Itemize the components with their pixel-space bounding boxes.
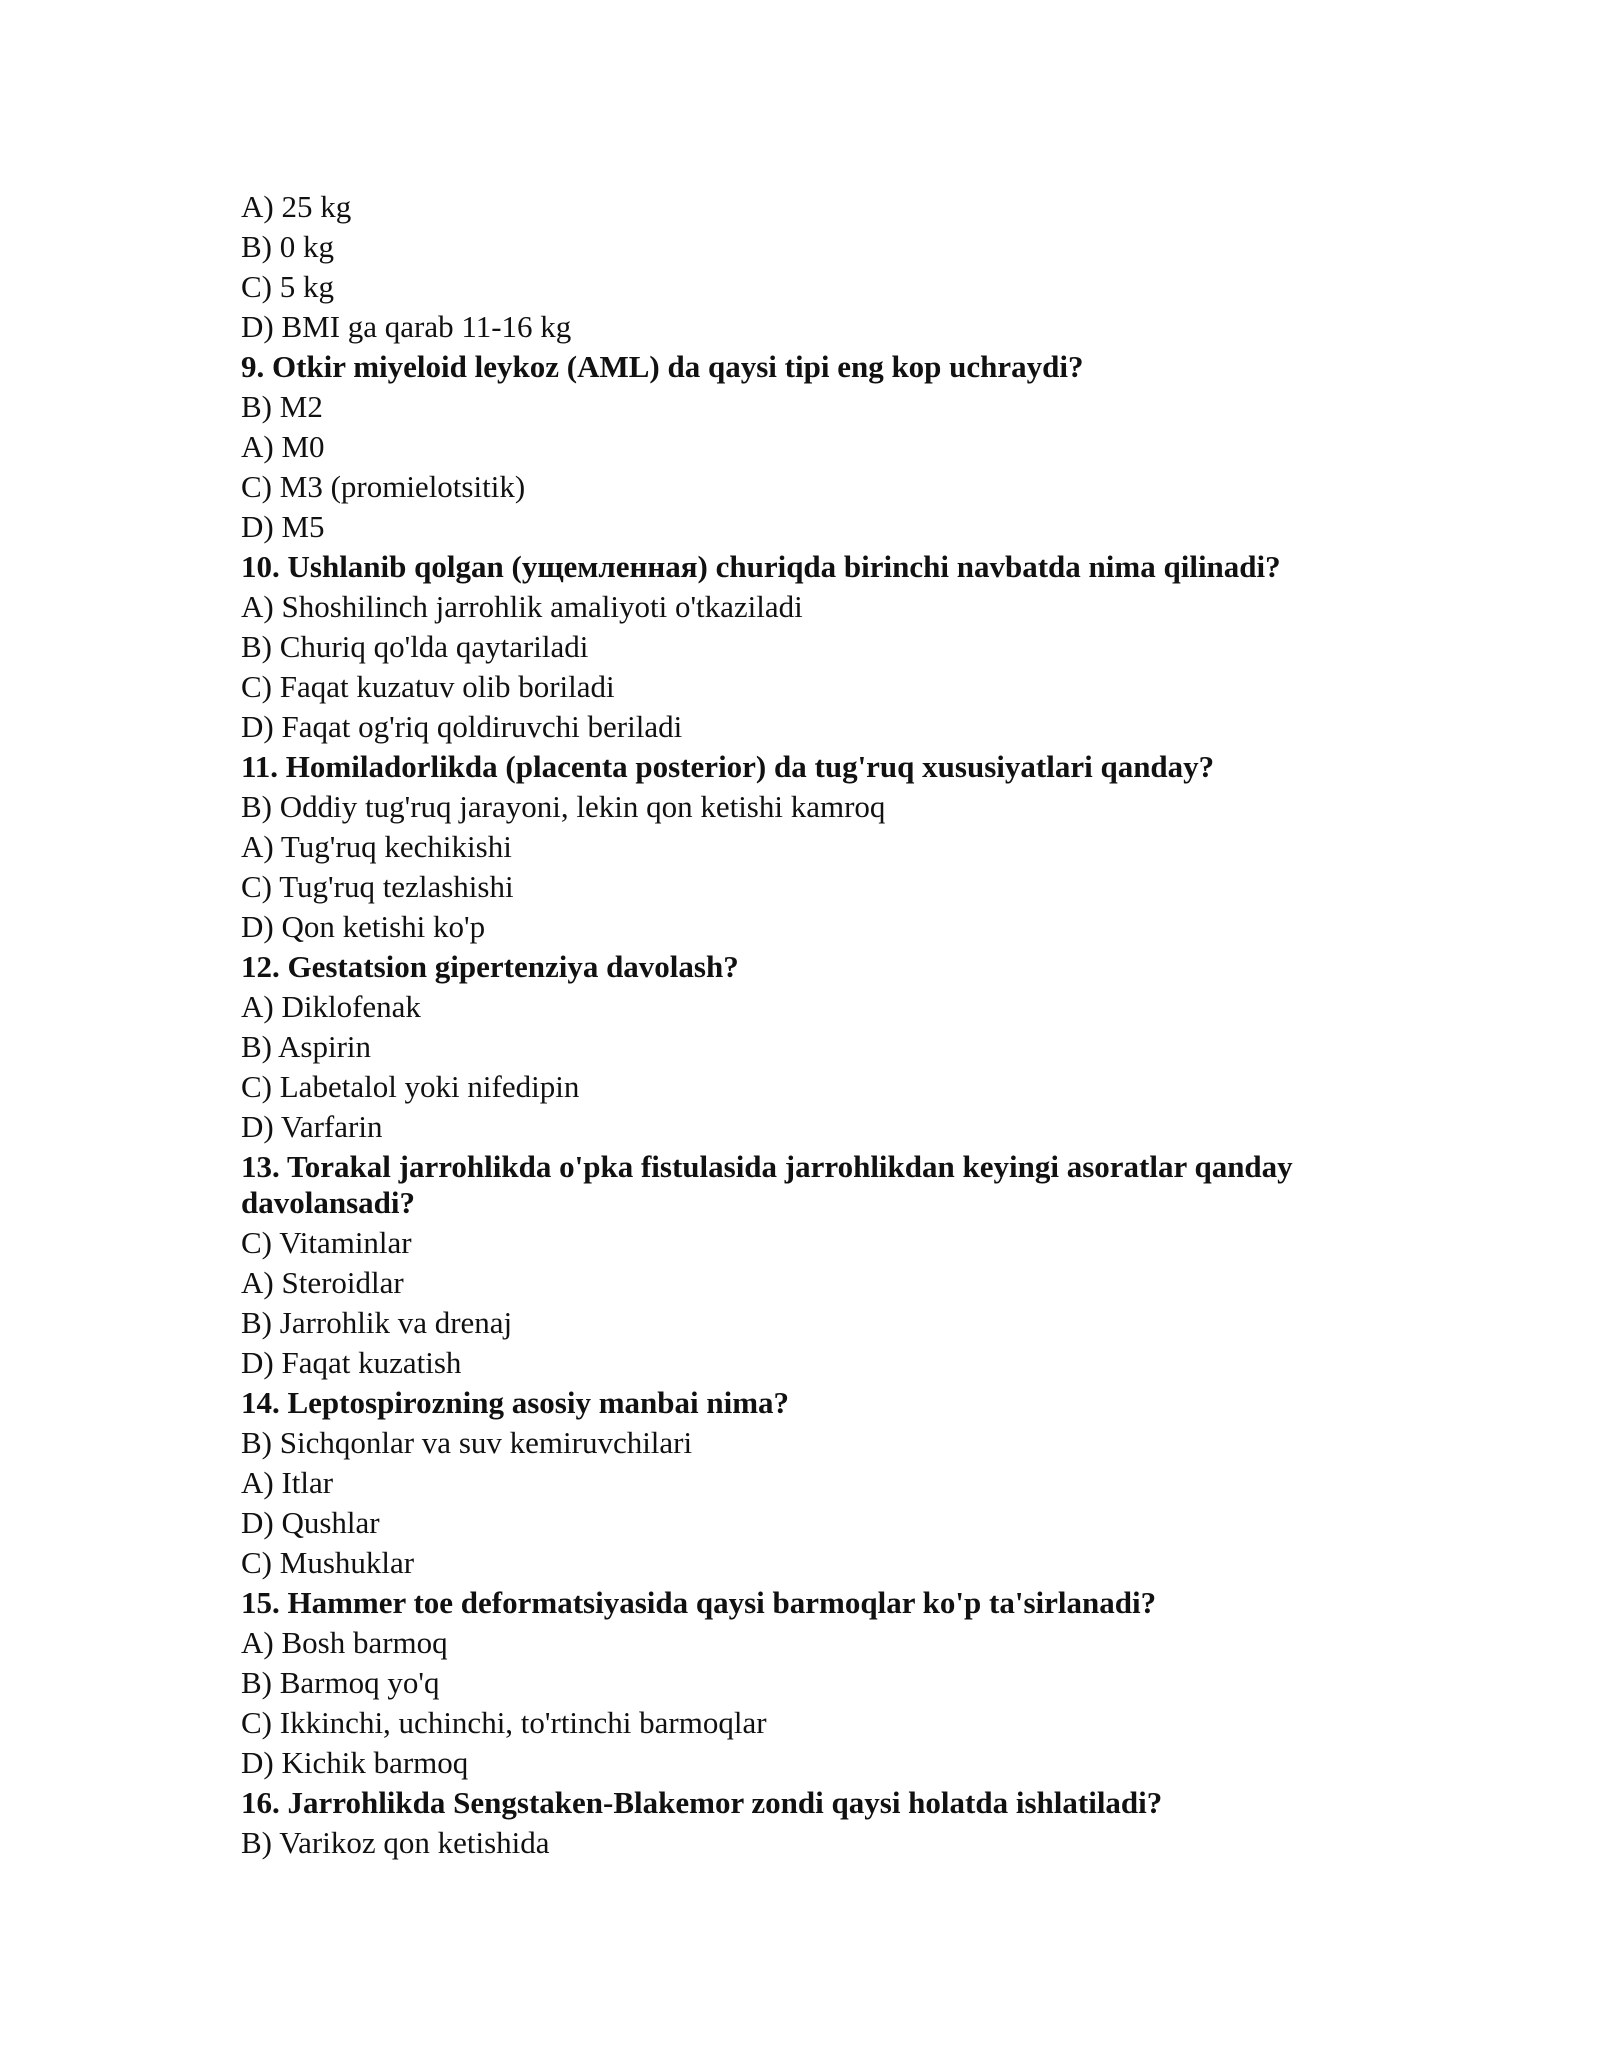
- question-heading: 11. Homiladorlikda (placenta posterior) da tug'ruq xususiyatlari qanday?: [241, 749, 1215, 784]
- answer-option: A) Itlar: [241, 1465, 334, 1500]
- answer-option: D) BMI ga qarab 11-16 kg: [241, 309, 572, 344]
- answer-option: B) 0 kg: [241, 229, 334, 264]
- question-heading: 9. Otkir miyeloid leykoz (AML) da qaysi tipi eng kop uchraydi?: [241, 349, 1084, 384]
- answer-option: B) Aspirin: [241, 1029, 372, 1064]
- answer-option: A) Shoshilinch jarrohlik amaliyoti o'tkaziladi: [241, 589, 803, 624]
- answer-option: B) Sichqonlar va suv kemiruvchilari: [241, 1425, 693, 1460]
- answer-option: D) M5: [241, 509, 325, 544]
- document-body: [241, 187, 1361, 1863]
- answer-option: C) M3 (promielotsitik): [241, 469, 526, 504]
- answer-option: D) Faqat og'riq qoldiruvchi beriladi: [241, 709, 683, 744]
- answer-option: D) Faqat kuzatish: [241, 1345, 462, 1380]
- answer-option: B) M2: [241, 389, 323, 424]
- answer-option: B) Barmoq yo'q: [241, 1665, 440, 1700]
- answer-option: C) Mushuklar: [241, 1545, 415, 1580]
- answer-option: D) Qon ketishi ko'p: [241, 909, 486, 944]
- answer-option: A) Diklofenak: [241, 989, 421, 1024]
- question-heading: 12. Gestatsion gipertenziya davolash?: [241, 949, 739, 984]
- answer-option: B) Oddiy tug'ruq jarayoni, lekin qon ketishi kamroq: [241, 789, 886, 824]
- question-heading: 14. Leptospirozning asosiy manbai nima?: [241, 1385, 790, 1420]
- question-heading: 10. Ushlanib qolgan (ущемленная) churiqda birinchi navbatda nima qilinadi?: [241, 549, 1281, 584]
- answer-option: A) Steroidlar: [241, 1265, 404, 1300]
- answer-option: B) Varikoz qon ketishida: [241, 1825, 550, 1860]
- question-heading: 15. Hammer toe deformatsiyasida qaysi barmoqlar ko'p ta'sirlanadi?: [241, 1585, 1157, 1620]
- answer-option: A) M0: [241, 429, 325, 464]
- answer-option: D) Qushlar: [241, 1505, 380, 1540]
- answer-option: D) Kichik barmoq: [241, 1745, 469, 1780]
- answer-option: B) Jarrohlik va drenaj: [241, 1305, 513, 1340]
- answer-option: A) Bosh barmoq: [241, 1625, 448, 1660]
- answer-option: A) Tug'ruq kechikishi: [241, 829, 512, 864]
- answer-option: C) Vitaminlar: [241, 1225, 412, 1260]
- answer-option: C) 5 kg: [241, 269, 334, 304]
- answer-option: D) Varfarin: [241, 1109, 383, 1144]
- answer-option: C) Labetalol yoki nifedipin: [241, 1069, 580, 1104]
- answer-option: B) Churiq qo'lda qaytariladi: [241, 629, 589, 664]
- answer-option: C) Tug'ruq tezlashishi: [241, 869, 514, 904]
- question-heading: 16. Jarrohlikda Sengstaken-Blakemor zondi qaysi holatda ishlatiladi?: [241, 1785, 1163, 1820]
- answer-option: C) Faqat kuzatuv olib boriladi: [241, 669, 615, 704]
- answer-option: A) 25 kg: [241, 189, 352, 224]
- question-heading: 13. Torakal jarrohlikda o'pka fistulasida jarrohlikdan keyingi asoratlar qanday davolansadi?: [241, 1149, 1293, 1220]
- answer-option: C) Ikkinchi, uchinchi, to'rtinchi barmoqlar: [241, 1705, 767, 1740]
